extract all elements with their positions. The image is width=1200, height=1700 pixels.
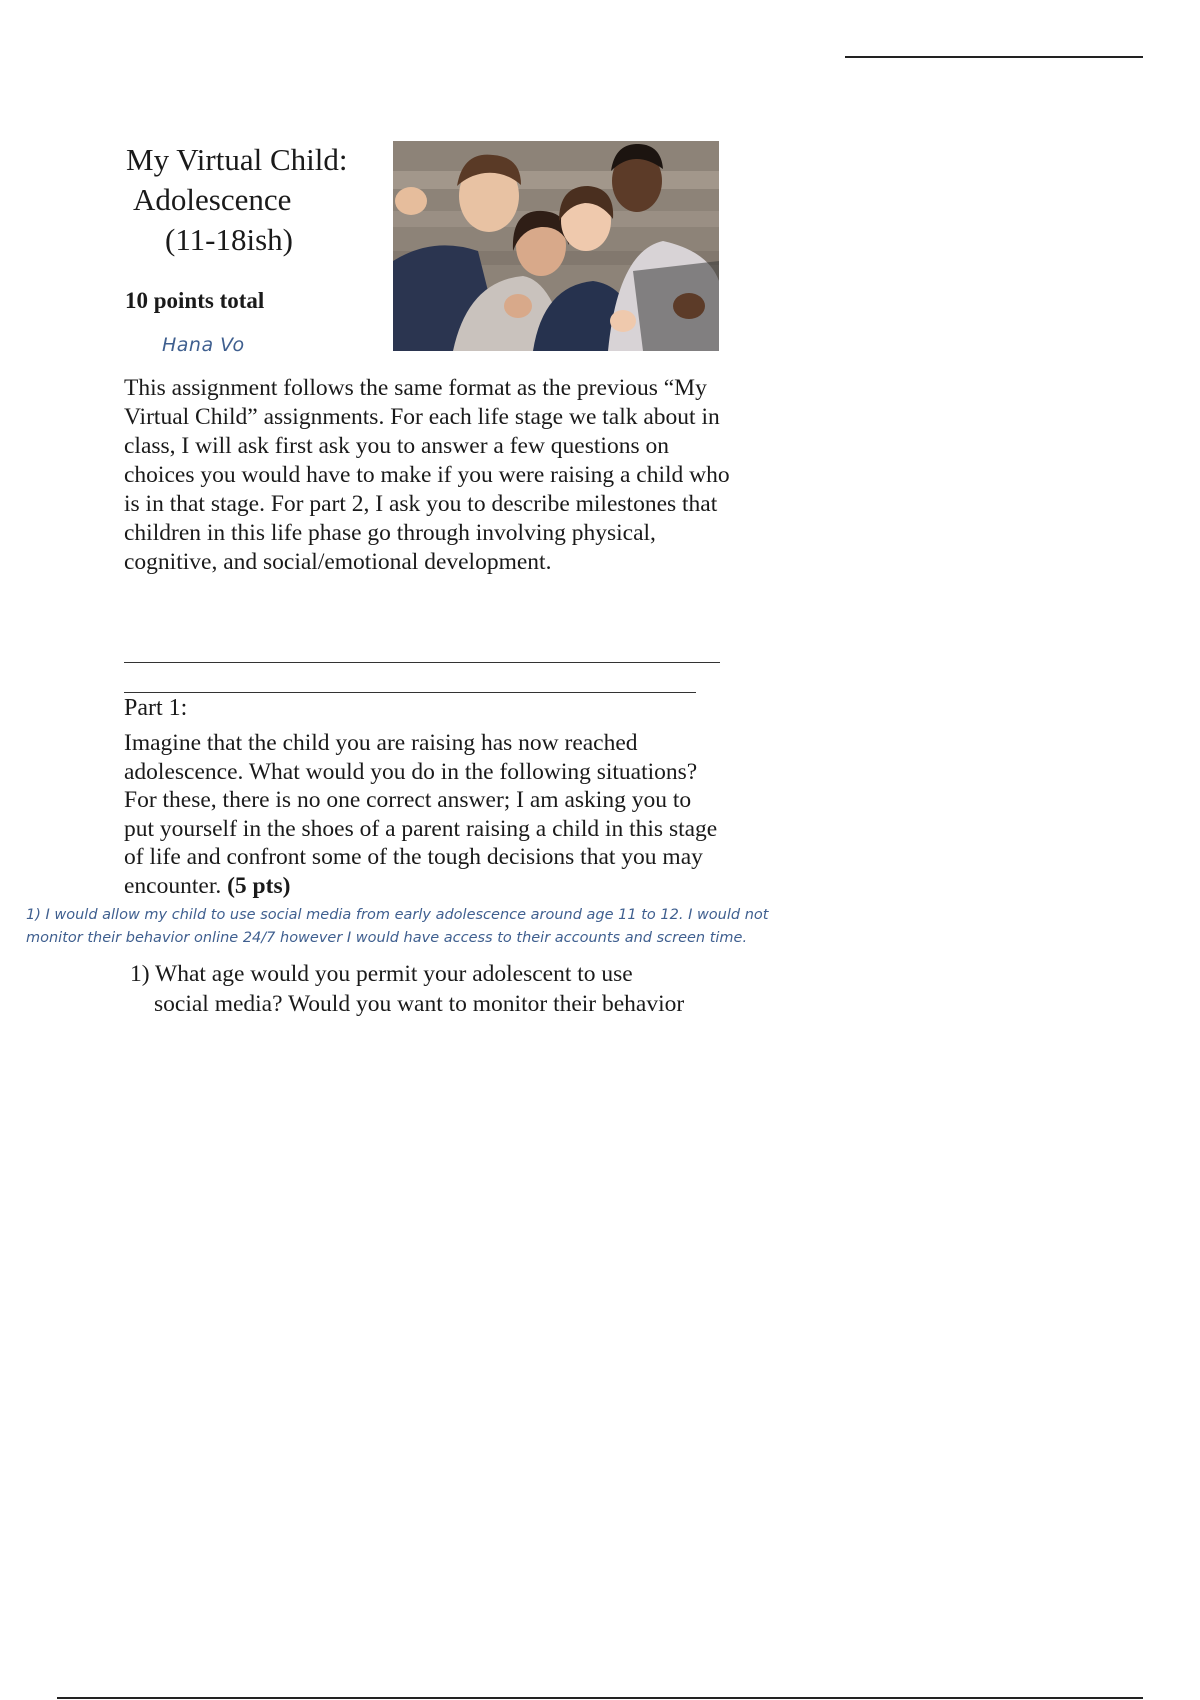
separator-rule-1 [124,662,720,663]
part1-text: Imagine that the child you are raising has now reached adolescence. What would you do in the following situations? For these, there is no one correct answer; I am asking you to put yourself in the shoes of a parent raising a child in this stage of life and confront some of the tough decisions that you may encounter. [124,730,718,899]
part1-heading: Part 1: [124,695,188,721]
handwritten-signature: Hana Vo [162,334,245,356]
intro-paragraph: This assignment follows the same format as the previous “My Virtual Child” assignments. For each life stage we talk about in class, I will ask first ask you to answer a few questions on choices you would have to make if you were raising a child who is in that stage. For part 2, I ask you to describe milestones that children in this life phase go through involving physical, cognitive, and social/emotional development. [124,375,730,575]
footer-rule [57,1697,1143,1699]
title-line-1: My Virtual Child: [126,142,348,177]
question-1-line-2: social media? Would you want to monitor their behavior [154,991,685,1017]
question-1-number: 1) [130,961,150,987]
photo-illustration-icon [393,141,719,351]
teen-group-photo [393,141,719,351]
separator-rule-2 [124,692,696,693]
document-title [126,140,386,260]
question-1-line-1: What age would you permit your adolescent to use [155,961,633,987]
points-total: 10 points total [125,288,265,313]
question-1 [130,959,730,1019]
handwritten-answer: 1) I would allow my child to use social media from early adolescence around age 11 to 12. I would not monitor their behavior online 24/7 however I would have access to their accounts and screen time. [26,907,769,946]
part1-instructions [124,729,724,901]
header-rule [845,56,1143,58]
part1-points: (5 pts) [227,872,291,899]
title-line-2: Adolescence [133,182,292,217]
title-line-3: (11-18ish) [165,222,293,257]
